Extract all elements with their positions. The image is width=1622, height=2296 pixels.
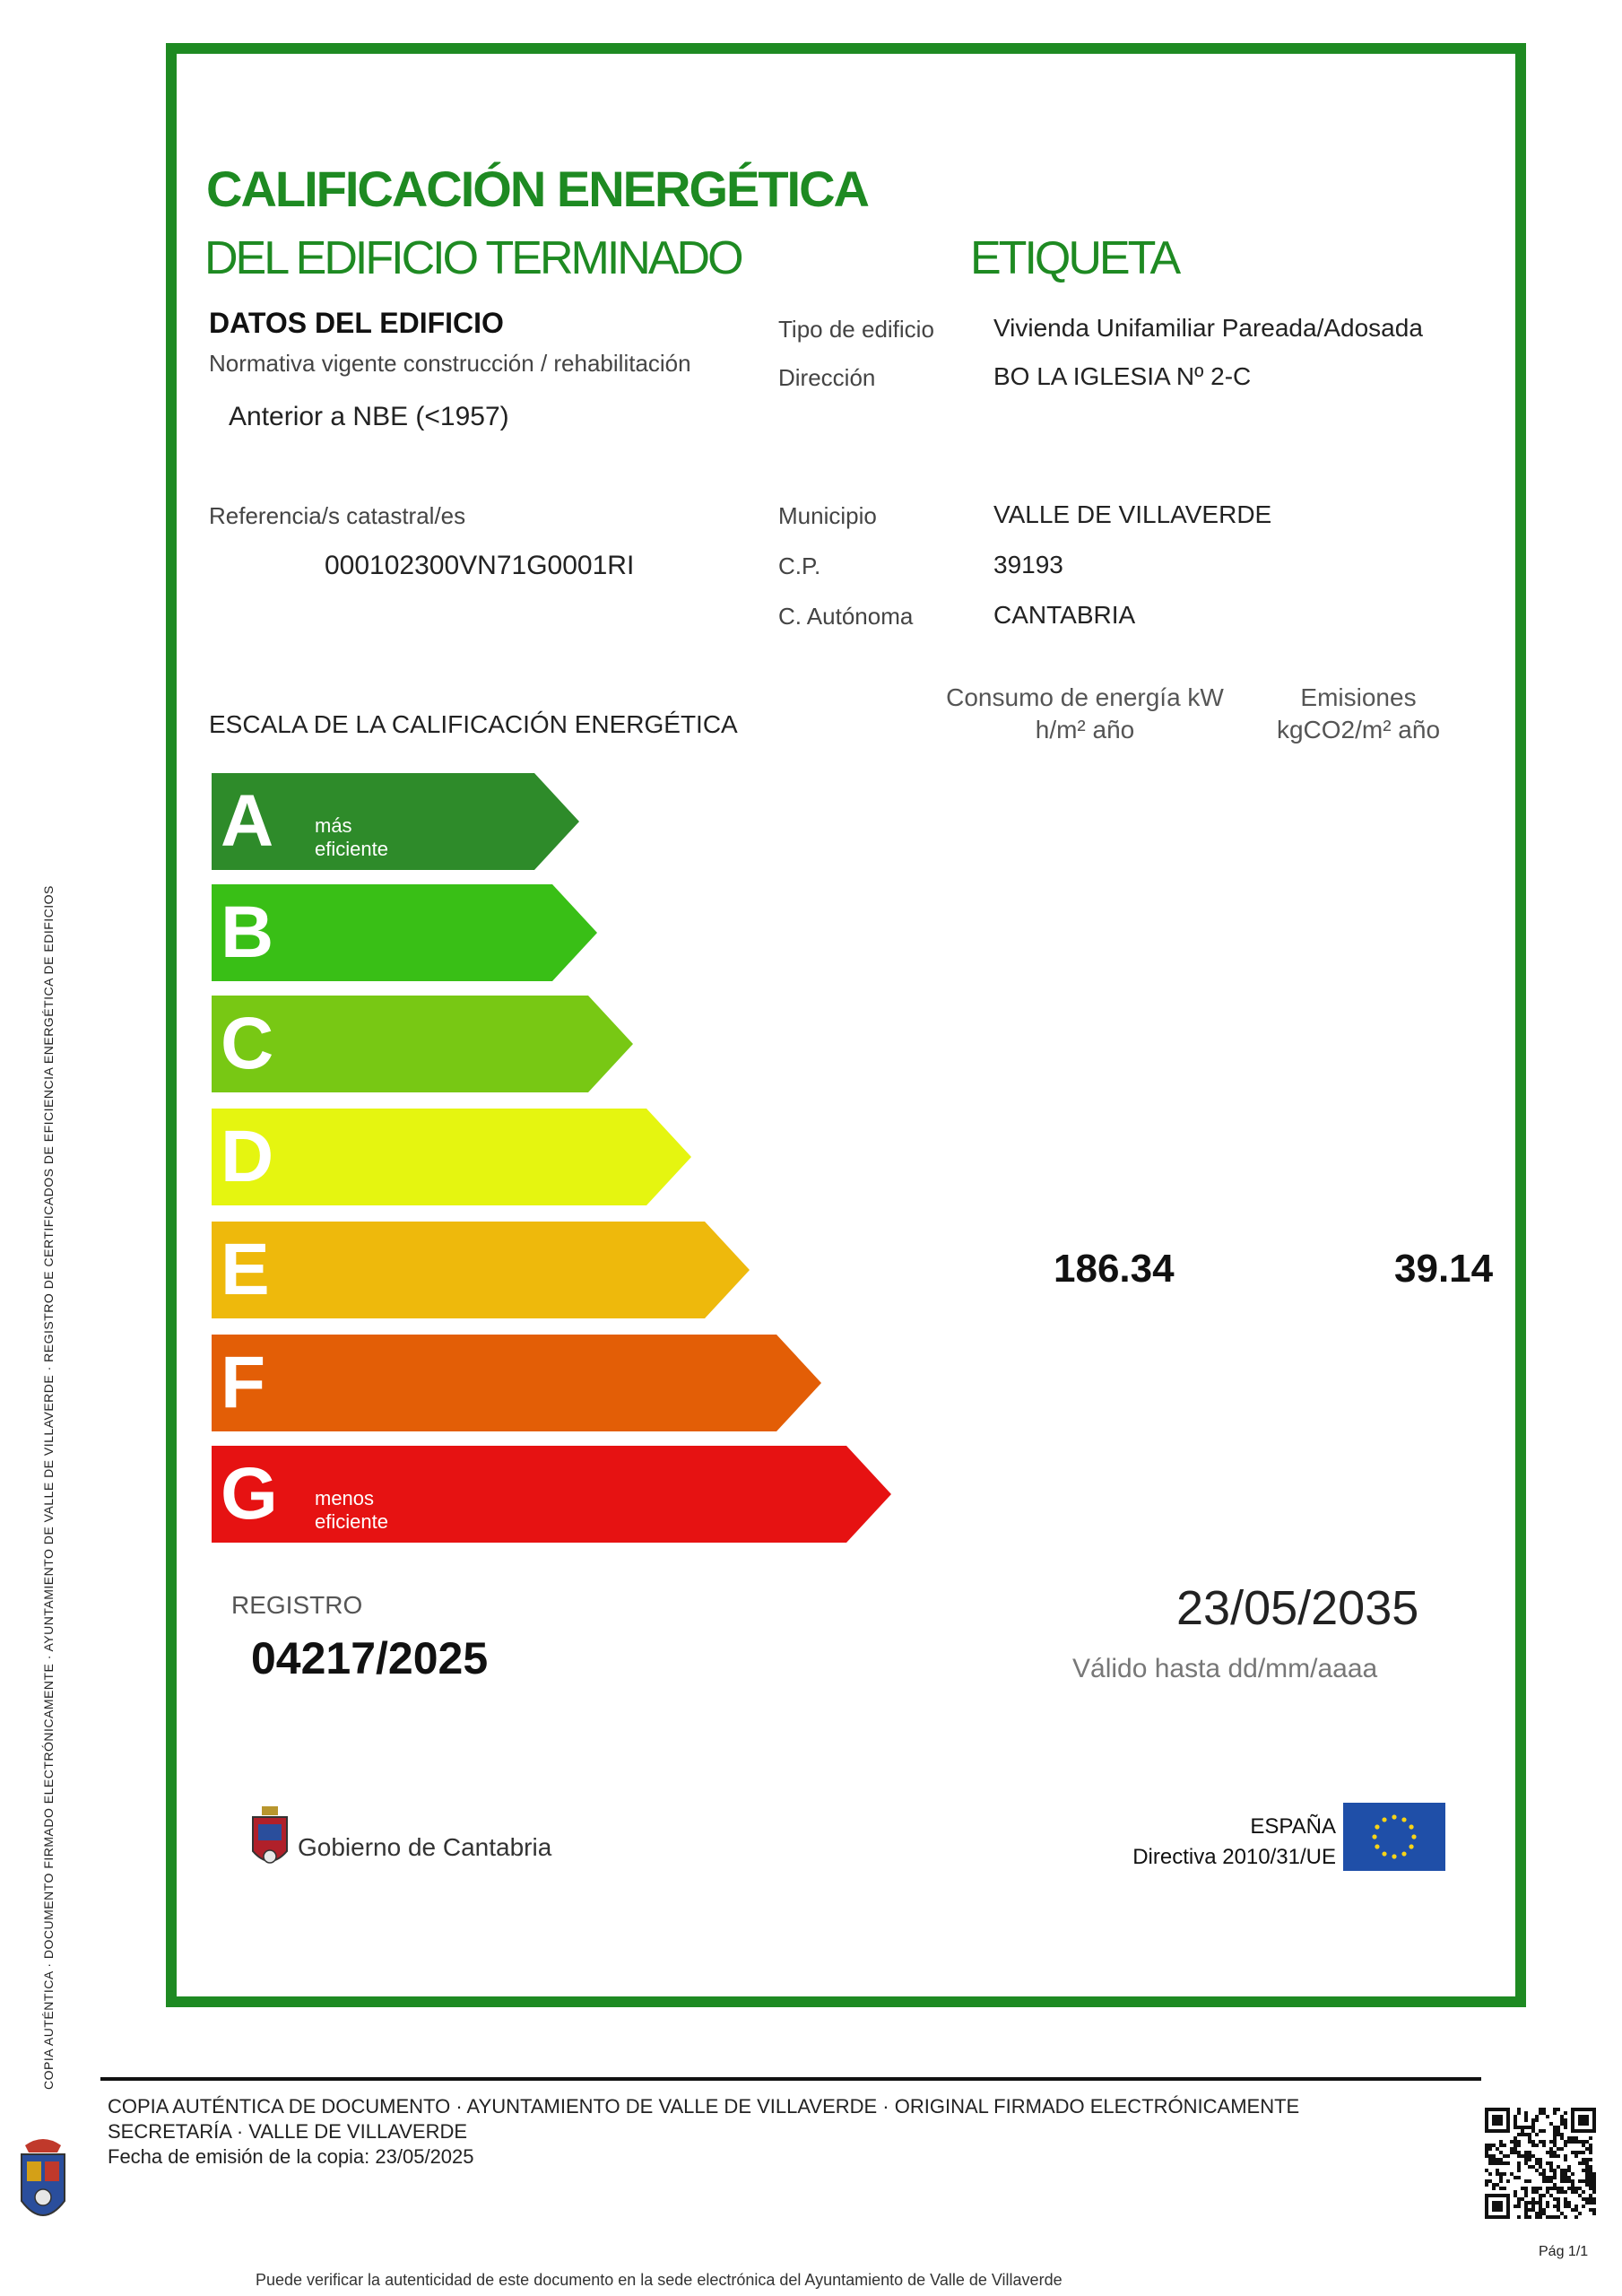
eu-star [1372, 1834, 1376, 1839]
bar-letter-d: D [221, 1116, 274, 1197]
bar-caption-g: menos eficiente [315, 1487, 388, 1533]
page-number: Pág 1/1 [1539, 2244, 1589, 2259]
energy-scale-bars [212, 773, 929, 1562]
bar-shape-d [212, 1109, 691, 1205]
eu-star [1401, 1817, 1406, 1822]
footer-line-1: COPIA AUTÉNTICA DE DOCUMENTO · AYUNTAMIENTO DE VALLE DE VILLAVERDE · ORIGINAL FIRMADO ELECTRÓNICAMENTE [108, 2095, 1300, 2118]
column-head-consumo: Consumo de energía kW h/m² año [946, 683, 1224, 744]
field-label-autonomia: C. Autónoma [778, 603, 914, 630]
etiqueta-heading: ETIQUETA [970, 232, 1179, 284]
consumo-value: 186.34 [1054, 1247, 1175, 1291]
bar-shape-e [212, 1222, 750, 1318]
normativa-value: Anterior a NBE (<1957) [229, 402, 509, 431]
eu-star [1411, 1834, 1416, 1839]
footer-line-3: Fecha de emisión de la copia: 23/05/2025 [108, 2145, 474, 2168]
scale-title: ESCALA DE LA CALIFICACIÓN ENERGÉTICA [209, 710, 738, 738]
bar-letter-b: B [221, 891, 274, 973]
eu-star [1375, 1824, 1379, 1829]
eu-star [1401, 1851, 1406, 1856]
bar-caption-a: más eficiente [315, 814, 388, 860]
column-head-emisiones: Emisiones kgCO2/m² año [1276, 683, 1441, 744]
field-label-municipio: Municipio [778, 502, 877, 529]
footer-divider [100, 2077, 1481, 2081]
field-label-tipo: Tipo de edificio [778, 316, 934, 343]
bar-letter-a: A [221, 780, 274, 862]
title-line1: CALIFICACIÓN ENERGÉTICA [206, 161, 868, 217]
eu-star [1375, 1844, 1379, 1848]
valid-until-label: Válido hasta dd/mm/aaaa [1072, 1654, 1378, 1683]
side-vertical-text: COPIA AUTÉNTICA · DOCUMENTO FIRMADO ELECTRÓNICAMENTE · AYUNTAMIENTO DE VALLE DE VILLAVERDE · REGISTRO DE CERTIFICADOS DE EFICIENCIA ENERGÉTICA DE EDIFICIOS [41, 885, 56, 2090]
ref-catastral-value: 000102300VN71G0001RI [325, 551, 635, 580]
eu-star [1382, 1817, 1386, 1822]
registro-label: REGISTRO [231, 1591, 363, 1619]
gov-crest-logo [249, 1805, 291, 1876]
eu-flag-icon [1343, 1803, 1445, 1871]
ref-catastral-label: Referencia/s catastral/es [209, 502, 466, 529]
field-value-direccion: BO LA IGLESIA Nº 2-C [993, 362, 1252, 390]
bar-shape-c [212, 996, 633, 1092]
field-value-cp: 39193 [993, 551, 1063, 578]
bar-letter-e: E [221, 1229, 270, 1310]
qr-code-icon [1485, 2108, 1596, 2219]
field-value-municipio: VALLE DE VILLAVERDE [993, 500, 1272, 528]
section-title-building: DATOS DEL EDIFICIO [209, 307, 504, 339]
municipal-crest-logo [16, 2133, 70, 2233]
bar-letter-g: G [221, 1453, 278, 1535]
bar-shape-f [212, 1335, 821, 1431]
title-line2: DEL EDIFICIO TERMINADO [204, 232, 742, 284]
bar-shape-g [212, 1446, 891, 1543]
bar-letter-c: C [221, 1003, 274, 1084]
footer-line-2: SECRETARÍA · VALLE DE VILLAVERDE [108, 2120, 468, 2143]
emisiones-value: 39.14 [1394, 1247, 1494, 1291]
field-label-direccion: Dirección [778, 364, 876, 391]
field-value-tipo: Vivienda Unifamiliar Pareada/Adosada [993, 314, 1423, 342]
gov-name: Gobierno de Cantabria [298, 1833, 552, 1861]
eu-directive: Directiva 2010/31/UE [1132, 1845, 1336, 1869]
eu-star [1392, 1854, 1396, 1858]
normativa-label: Normativa vigente construcción / rehabilitación [209, 350, 691, 377]
eu-star [1409, 1844, 1413, 1848]
valid-until-date: 23/05/2035 [1176, 1581, 1419, 1635]
field-value-autonomia: CANTABRIA [993, 601, 1136, 629]
eu-star [1382, 1851, 1386, 1856]
eu-directive-text [1058, 1812, 1336, 1873]
eu-country: ESPAÑA [1250, 1814, 1336, 1839]
verification-text: Puede verificar la autenticidad de este documento en la sede electrónica del Ayuntamiento de Valle de Villaverde [256, 2271, 1063, 2289]
bar-letter-f: F [221, 1342, 266, 1423]
registro-number: 04217/2025 [251, 1633, 489, 1683]
eu-star [1409, 1824, 1413, 1829]
field-label-cp: C.P. [778, 552, 821, 579]
eu-star [1392, 1814, 1396, 1819]
